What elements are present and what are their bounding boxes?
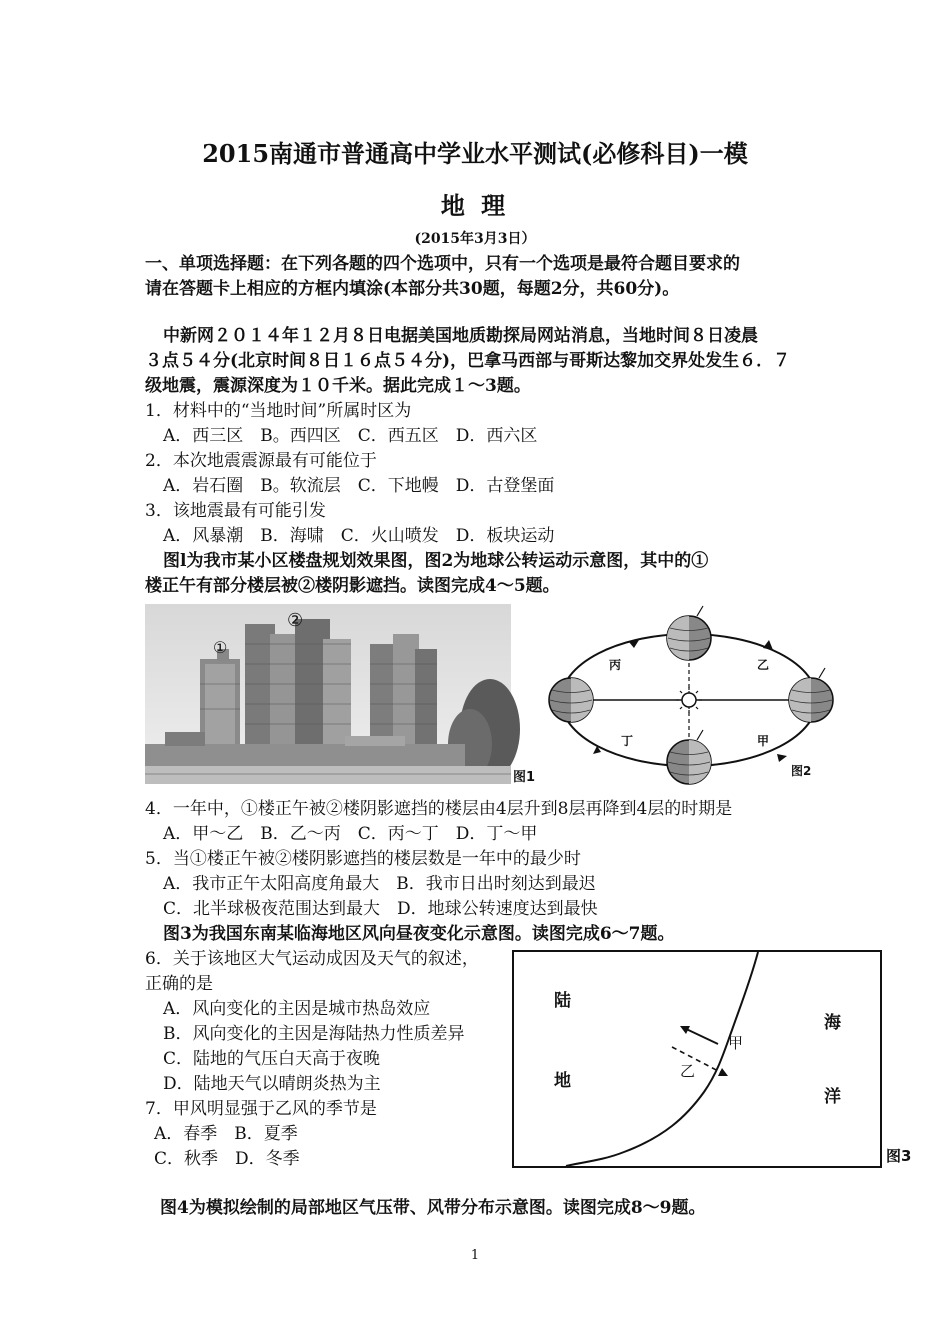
- map-label-jia: 甲: [728, 1034, 744, 1052]
- q6-option-d: D．陆地天气以晴朗炎热为主: [163, 1074, 381, 1094]
- q7-options-ab: A．春季 B．夏季: [154, 1124, 298, 1144]
- figure1-label: 图1: [513, 770, 536, 785]
- figure1-building-photo: [145, 604, 541, 784]
- passage3-line1: 图3为我国东南某临海地区风向昼夜变化示意图。读图完成6～7题。: [163, 924, 675, 944]
- q6-option-b: B．风向变化的主因是海陆热力性质差异: [163, 1024, 465, 1044]
- building2-marker: ②: [287, 610, 304, 631]
- exam-date: (2015年3月3日）: [414, 231, 536, 247]
- passage4-line1: 图4为模拟绘制的局部地区气压带、风带分布示意图。读图完成8～9题。: [160, 1198, 706, 1218]
- map-label-di: 地: [554, 1071, 571, 1091]
- coastline-diagram: [514, 952, 880, 1166]
- q7-stem: 7．甲风明显强于乙风的季节是: [145, 1099, 377, 1119]
- orbit-label-yi: 乙: [757, 658, 770, 672]
- orbit-label-jia: 甲: [757, 734, 770, 748]
- building-photo-illustration: [145, 604, 541, 784]
- q1-options: A．西三区 B。西四区 C．西五区 D．西六区: [163, 426, 538, 446]
- q4-options: A．甲～乙 B．乙～丙 C．丙～丁 D．丁～甲: [163, 824, 538, 844]
- figure3-label: 图3: [886, 1147, 912, 1165]
- q3-stem: 3．该地震最有可能引发: [145, 501, 326, 521]
- page-number: 1: [470, 1248, 480, 1263]
- passage1-line3: 级地震，震源深度为１０千米。据此完成１～3题。: [145, 376, 531, 396]
- orbit-label-bing: 丙: [609, 658, 622, 672]
- map-label-yang: 洋: [824, 1087, 841, 1107]
- q6-stem-line1: 6．关于该地区大气运动成因及天气的叙述，: [145, 949, 479, 969]
- earth-bottom-icon: [667, 730, 711, 784]
- q4-stem: 4．一年中，①楼正午被②楼阴影遮挡的楼层由4层升到8层再降到4层的时期是: [145, 799, 733, 819]
- passage1-line1: 中新网２０１４年１２月８日电据美国地质勘探局网站消息，当地时间８日凌晨: [163, 326, 758, 346]
- passage2-line1: 图l为我市某小区楼盘规划效果图，图2为地球公转运动示意图，其中的①: [163, 551, 709, 571]
- q6-option-c: C．陆地的气压白天高于夜晚: [163, 1049, 381, 1069]
- page-title: 2015南通市普通高中学业水平测试(必修科目)一模: [202, 139, 748, 168]
- earth-left-icon: [549, 678, 593, 722]
- q2-stem: 2．本次地震震源最有可能位于: [145, 451, 377, 471]
- q1-stem: 1．材料中的“当地时间”所属时区为: [145, 401, 412, 421]
- section-instruction-line1: 一、单项选择题：在下列各题的四个选项中，只有一个选项是最符合题目要求的: [145, 254, 740, 274]
- figure2-label: 图2: [791, 764, 812, 778]
- earth-right-icon: [789, 668, 833, 722]
- map-label-yi: 乙: [680, 1062, 696, 1080]
- q5-options-ab: A．我市正午太阳高度角最大 B．我市日出时刻达到最迟: [163, 874, 596, 894]
- earth-top-icon: [667, 606, 711, 660]
- passage2-line2: 楼正午有部分楼层被②楼阴影遮挡。读图完成4～5题。: [145, 576, 560, 596]
- q5-options-cd: C．北半球极夜范围达到最大 D．地球公转速度达到最快: [163, 899, 598, 919]
- map-label-hai: 海: [824, 1013, 841, 1033]
- q6-option-a: A．风向变化的主因是城市热岛效应: [163, 999, 431, 1019]
- q2-options: A．岩石圈 B。软流层 C．下地幔 D．古登堡面: [163, 476, 555, 496]
- figure2-earth-orbit: [541, 604, 841, 794]
- figure3-wind-map: [512, 950, 882, 1168]
- q3-options: A．风暴潮 B．海啸 C．火山喷发 D．板块运动: [163, 526, 555, 546]
- q7-options-cd: C．秋季 D．冬季: [154, 1149, 300, 1169]
- building1-marker: ①: [213, 638, 228, 657]
- q6-stem-line2: 正确的是: [145, 974, 213, 994]
- map-label-lu: 陆: [554, 991, 571, 1011]
- passage1-line2: ３点５４分(北京时间８日１６点５４分)，巴拿马西部与哥斯达黎加交界处发生６．７: [145, 351, 791, 371]
- subject-title: 地 理: [440, 191, 510, 220]
- q5-stem: 5．当①楼正午被②楼阴影遮挡的楼层数是一年中的最少时: [145, 849, 581, 869]
- orbit-label-ding: 丁: [621, 734, 634, 748]
- section-instruction-line2: 请在答题卡上相应的方框内填涂(本部分共30题，每题2分，共60分)。: [145, 279, 680, 299]
